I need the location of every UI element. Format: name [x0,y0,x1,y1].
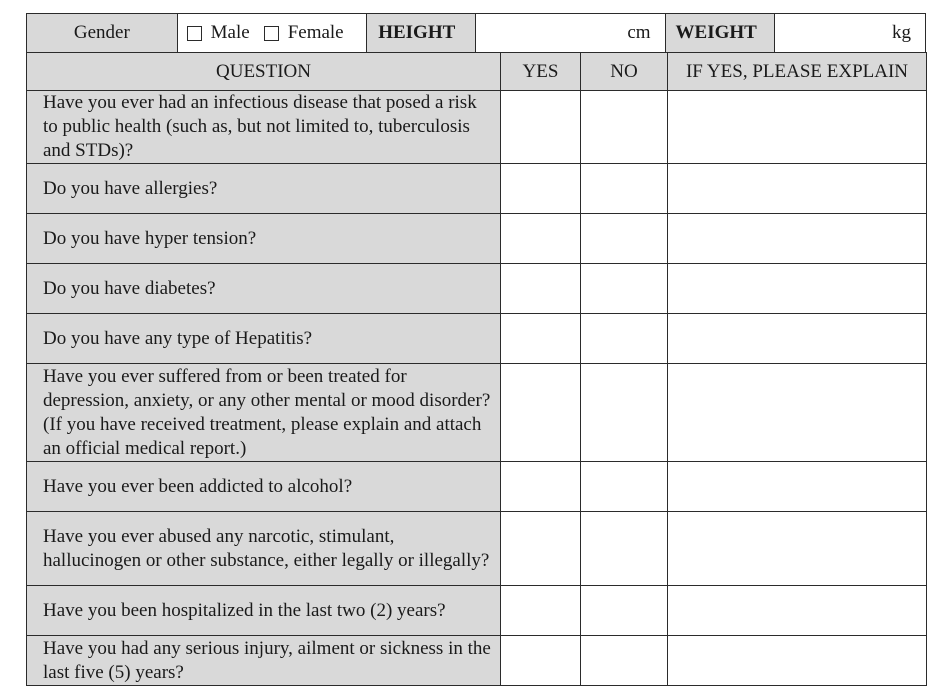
explain-cell[interactable] [668,264,927,314]
table-row [27,214,927,264]
gender-option-male[interactable] [187,22,250,44]
no-cell[interactable] [581,214,668,264]
personal-info-row [26,13,926,53]
explain-cell[interactable] [668,462,927,512]
table-row [27,264,927,314]
health-questions-table [26,52,927,686]
explain-cell[interactable] [668,586,927,636]
question-text: Have you ever been addicted to alcohol? [27,462,501,512]
yes-cell[interactable] [501,164,581,214]
yes-cell[interactable] [501,462,581,512]
no-header: NO [581,53,668,91]
question-text: Have you ever abused any narcotic, stimulant, hallucinogen or other substance, either legally or illegally? [27,512,501,586]
explain-cell[interactable] [668,314,927,364]
question-header: QUESTION [27,53,501,91]
explain-cell[interactable] [668,91,927,164]
table-row [27,164,927,214]
yes-cell[interactable] [501,636,581,686]
male-label: Male [210,22,250,43]
weight-label: WEIGHT [666,14,776,52]
explain-cell[interactable] [668,512,927,586]
female-checkbox[interactable] [264,26,279,41]
yes-cell[interactable] [501,512,581,586]
question-text: Have you been hospitalized in the last two (2) years? [27,586,501,636]
gender-label: Gender [27,14,178,52]
no-cell[interactable] [581,91,668,164]
gender-option-female[interactable] [264,22,344,44]
explain-cell[interactable] [668,636,927,686]
no-cell[interactable] [581,462,668,512]
question-text: Do you have hyper tension? [27,214,501,264]
table-row [27,462,927,512]
no-cell[interactable] [581,364,668,462]
explain-cell[interactable] [668,364,927,462]
medical-form [26,13,926,686]
height-label: HEIGHT [367,14,476,52]
yes-cell[interactable] [501,91,581,164]
height-unit: cm [627,22,651,43]
weight-field[interactable] [775,14,925,52]
weight-unit: kg [891,22,911,43]
yes-header: YES [501,53,581,91]
explain-cell[interactable] [668,164,927,214]
no-cell[interactable] [581,264,668,314]
yes-cell[interactable] [501,214,581,264]
no-cell[interactable] [581,512,668,586]
male-checkbox[interactable] [187,26,202,41]
yes-cell[interactable] [501,586,581,636]
question-text: Do you have any type of Hepatitis? [27,314,501,364]
explain-cell[interactable] [668,214,927,264]
table-row [27,636,927,686]
question-text: Have you ever suffered from or been treated for depression, anxiety, or any other mental or mood disorder? (If you have received treatment, please explain and attach an official medical report.) [27,364,501,462]
no-cell[interactable] [581,636,668,686]
yes-cell[interactable] [501,364,581,462]
question-text: Have you had any serious injury, ailment or sickness in the last five (5) years? [27,636,501,686]
table-header-row [27,53,927,91]
explain-header: IF YES, PLEASE EXPLAIN [668,53,927,91]
table-row [27,586,927,636]
gender-options [178,14,368,52]
question-text: Do you have allergies? [27,164,501,214]
table-row [27,91,927,164]
table-row [27,512,927,586]
no-cell[interactable] [581,586,668,636]
female-label: Female [287,22,344,43]
yes-cell[interactable] [501,264,581,314]
no-cell[interactable] [581,314,668,364]
table-row [27,364,927,462]
yes-cell[interactable] [501,314,581,364]
table-row [27,314,927,364]
no-cell[interactable] [581,164,668,214]
height-field[interactable] [476,14,666,52]
question-text: Have you ever had an infectious disease that posed a risk to public health (such as, but not limited to, tuberculosis and STDs)? [27,91,501,164]
question-text: Do you have diabetes? [27,264,501,314]
